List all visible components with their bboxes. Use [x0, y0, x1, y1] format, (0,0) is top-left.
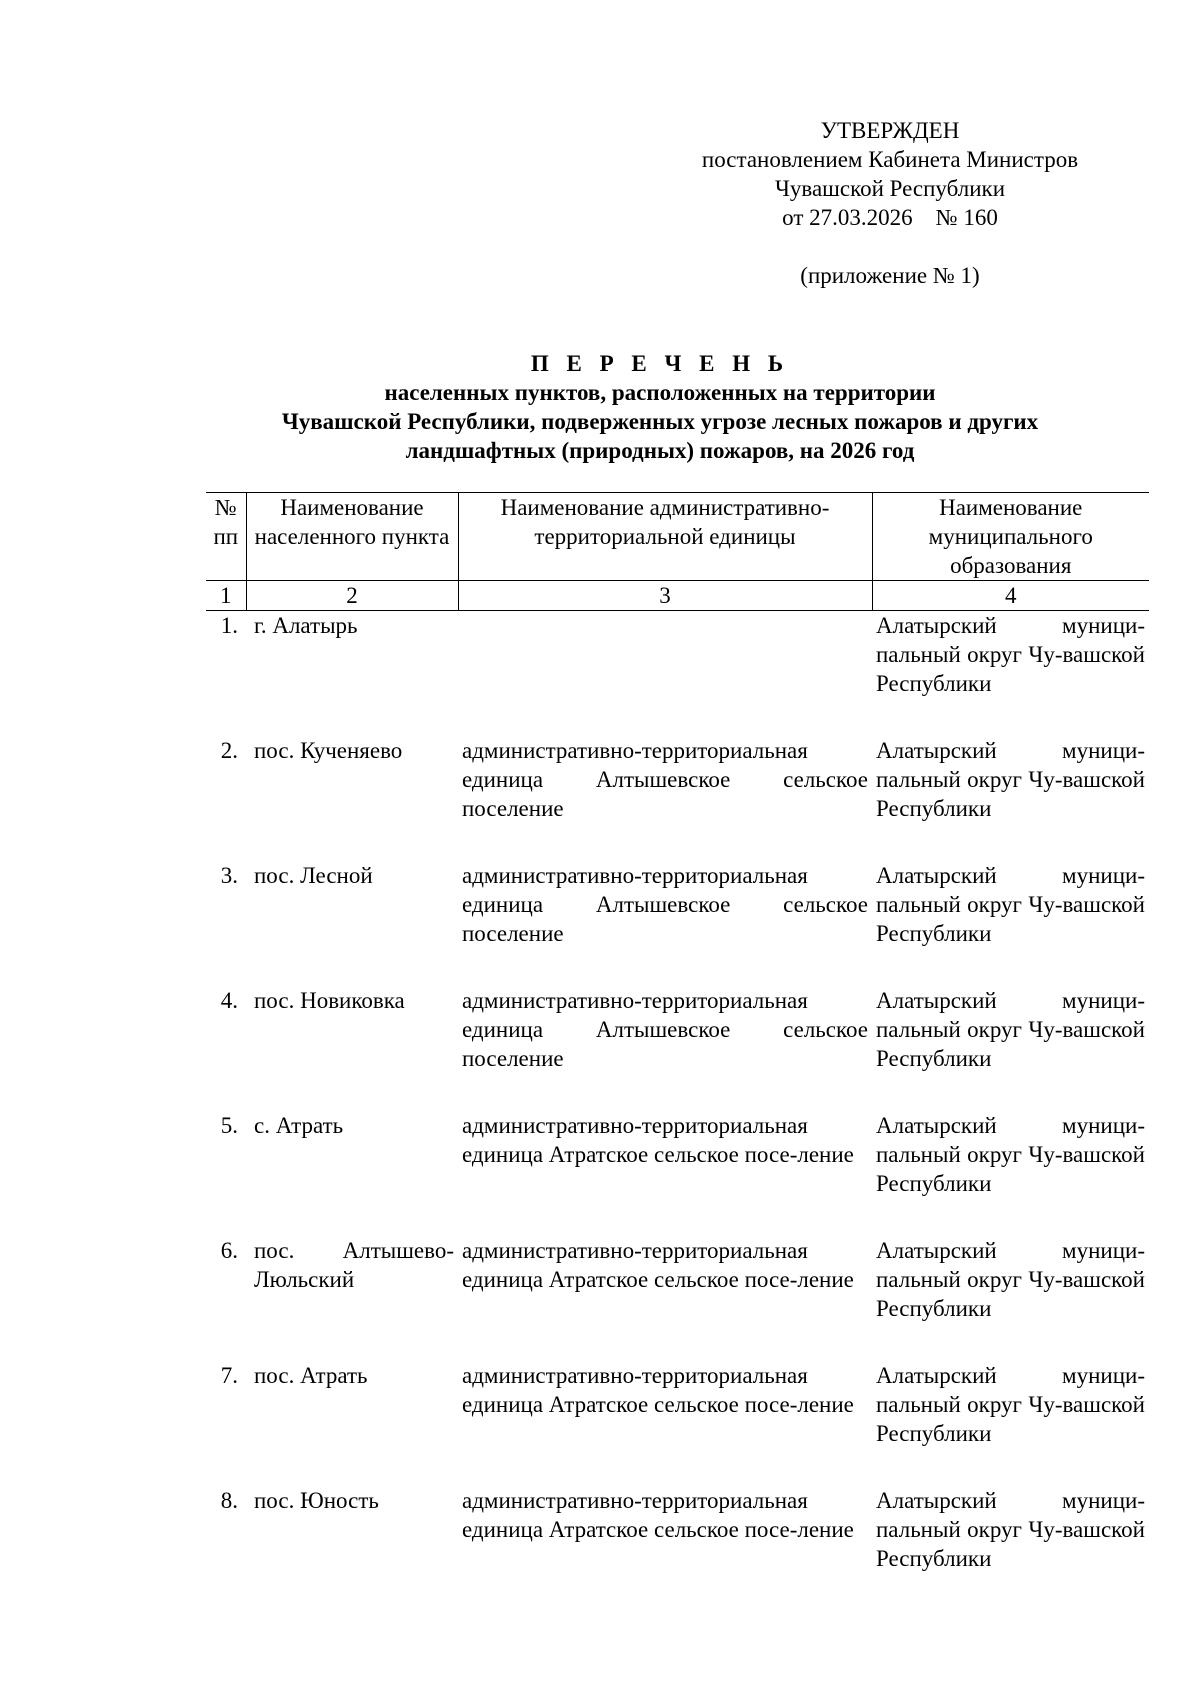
municipality: Алатырский муници-пальный округ Чу-вашской Республики — [876, 1238, 1145, 1321]
table-row — [206, 986, 1149, 1111]
column-number-row — [206, 581, 1149, 611]
table-row — [206, 1486, 1149, 1611]
settlement-name: г. Алатырь — [254, 613, 358, 638]
header-settlement: Наименование населенного пункта — [246, 493, 458, 581]
municipality: Алатырский муници-пальный округ Чу-вашской Республики — [876, 1488, 1145, 1571]
municipality: Алатырский муници-пальный округ Чу-вашской Республики — [876, 613, 1145, 696]
municipality: Алатырский муници-пальный округ Чу-вашской Республики — [876, 988, 1145, 1071]
table-row — [206, 736, 1149, 861]
document-title — [160, 349, 1160, 465]
settlement-name: с. Атрать — [254, 1113, 344, 1138]
settlements-table — [206, 492, 1149, 1611]
table-row — [206, 611, 1149, 737]
settlement-name: пос. Лесной — [254, 863, 373, 888]
table-row — [206, 1236, 1149, 1361]
row-number: 2. — [220, 738, 238, 763]
row-number: 8. — [220, 1488, 238, 1513]
settlement-name: пос. Кученяево — [254, 738, 403, 763]
row-number: 5. — [220, 1113, 238, 1138]
header-admin-unit: Наименование административно-территориальной единицы — [458, 493, 872, 581]
column-number: 2 — [246, 581, 458, 611]
title-line-3: ландшафтных (природных) пожаров, на 2026 год — [405, 438, 915, 463]
table-header-row — [206, 493, 1149, 581]
row-number: 1. — [220, 613, 238, 638]
title-line-2: Чувашской Республики, подверженных угрозе лесных пожаров и других — [281, 409, 1039, 434]
municipality: Алатырский муници-пальный округ Чу-вашской Республики — [876, 1113, 1145, 1196]
title-line-1: населенных пунктов, расположенных на территории — [384, 380, 936, 405]
row-number: 3. — [220, 863, 238, 888]
approval-date-number: от 27.03.2026 № 160 — [782, 205, 998, 230]
admin-unit: административно-территориальная единица Атратское сельское посе-ление — [462, 1488, 854, 1542]
municipality: Алатырский муници-пальный округ Чу-вашской Республики — [876, 738, 1145, 821]
admin-unit: административно-территориальная единица Алтышевское сельское поселение — [462, 988, 868, 1071]
table-row — [206, 861, 1149, 986]
title-heading: П Е Р Е Ч Е Н Ь — [530, 351, 790, 376]
admin-unit: административно-территориальная единица Алтышевское сельское поселение — [462, 863, 868, 946]
column-number: 1 — [206, 581, 246, 611]
admin-unit: административно-территориальная единица Атратское сельское посе-ление — [462, 1113, 854, 1167]
header-municipality: Наименование муниципального образования — [872, 493, 1149, 581]
appendix-label: (приложение № 1) — [800, 263, 980, 288]
settlement-name: пос. Алтышево-Люльский — [254, 1238, 454, 1292]
row-number: 4. — [220, 988, 238, 1013]
row-number: 6. — [220, 1238, 238, 1263]
row-number: 7. — [220, 1363, 238, 1388]
municipality: Алатырский муници-пальный округ Чу-вашской Республики — [876, 1363, 1145, 1446]
approval-authority: постановлением Кабинета Министров — [701, 147, 1079, 172]
column-number: 3 — [458, 581, 872, 611]
table-row — [206, 1361, 1149, 1486]
approval-title: УТВЕРЖДЕН — [820, 118, 960, 143]
municipality: Алатырский муници-пальный округ Чу-вашской Республики — [876, 863, 1145, 946]
admin-unit: административно-территориальная единица Алтышевское сельское поселение — [462, 738, 868, 821]
settlement-name: пос. Атрать — [254, 1363, 368, 1388]
approval-stamp — [660, 116, 1120, 232]
column-number: 4 — [872, 581, 1149, 611]
approval-region: Чувашской Республики — [774, 176, 1006, 201]
table-row — [206, 1111, 1149, 1236]
header-number: № пп — [206, 493, 246, 581]
admin-unit — [458, 611, 872, 737]
admin-unit: административно-территориальная единица Атратское сельское посе-ление — [462, 1238, 854, 1292]
settlement-name: пос. Новиковка — [254, 988, 405, 1013]
admin-unit: административно-территориальная единица Атратское сельское посе-ление — [462, 1363, 854, 1417]
settlement-name: пос. Юность — [254, 1488, 379, 1513]
